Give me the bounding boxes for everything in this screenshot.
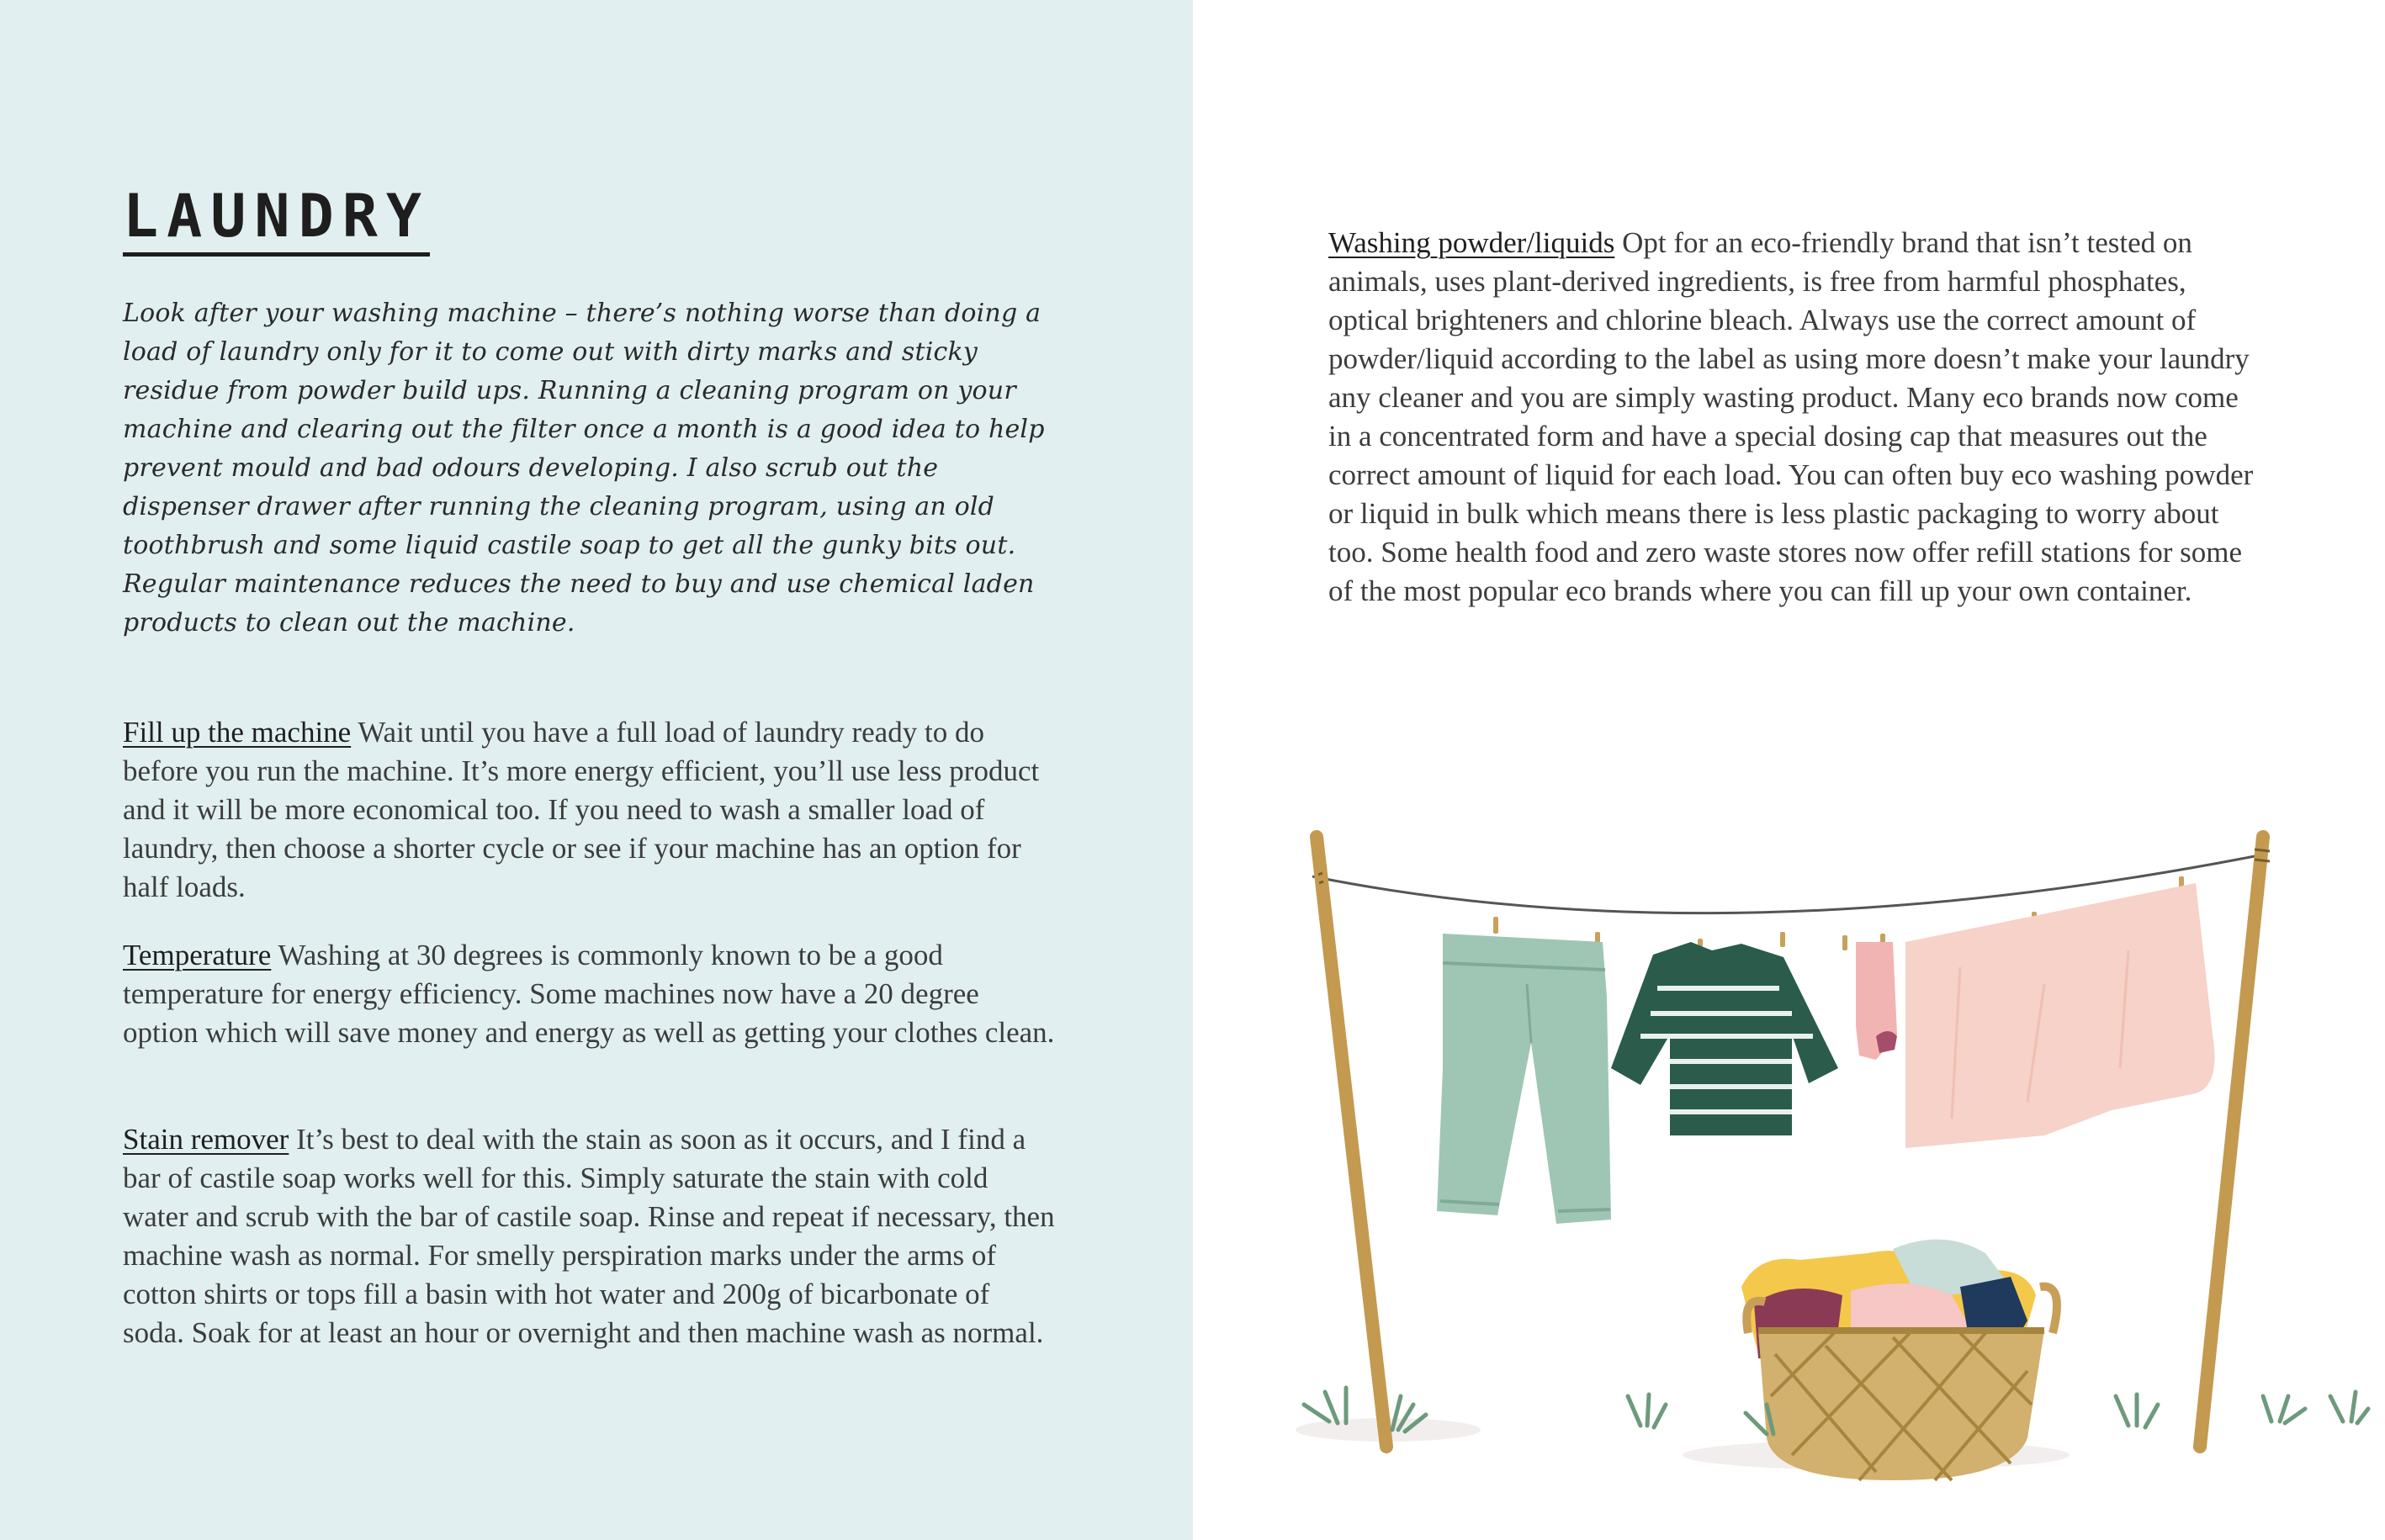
section-stain-remover	[123, 1120, 1057, 1352]
page-title: LAUNDRY	[123, 187, 430, 257]
intro-paragraph: Look after your washing machine – there’s nothing worse than doing a load of laundry only for it to come out with dirty marks and sticky residue from powder build ups. Running a cleaning program on your machine and clearing out the filter once a month is a good idea to help prevent mould and bad odours developing. I also scrub out the dispenser drawer after running the cleaning program, using an old toothbrush and some liquid castile soap to get all the gunky bits out. Regular maintenance reduces the need to buy and use chemical laden products to clean out the machine.	[123, 299, 1045, 638]
section-text: Wait until you have a full load of laundry ready to do before you run the machine. It’s more energy efficient, you’ll use less product and it will be more economical too. If you need to wash a smaller load of laundry, then choose a shorter cycle or see if your machine has an option for half loads.	[123, 716, 1040, 903]
laundry-basket	[1741, 1240, 2057, 1480]
section-temperature	[123, 936, 1057, 1052]
section-washing-powder	[1328, 224, 2262, 611]
section-fill-up-machine	[123, 713, 1057, 907]
section-title: Stain remover	[123, 1123, 289, 1156]
sock	[1856, 942, 1897, 1060]
right-pole	[2200, 837, 2270, 1447]
trousers	[1437, 934, 1611, 1224]
section-text: It’s best to deal with the stain as soon as it occurs, and I find a bar of castile soap works well for this. Simply saturate the stain with cold water and scrub with the bar of castile soap. Rinse and repeat if necessary, then machine wash as normal. For smelly perspiration marks under the arms of cotton shirts or tops fill a basin with hot water and 200g of bicarbonate of soda. Soak for at least an hour or overnight and then machine wash as normal.	[123, 1123, 1055, 1349]
section-title: Fill up the machine	[123, 716, 352, 749]
left-pole	[1317, 837, 1386, 1447]
sweater	[1611, 942, 1838, 1135]
section-text: Washing at 30 degrees is commonly known to be a good temperature for energy efficiency. Some machines now have a 20 degree option which will save money and energy as well as getting your clothes clean.	[123, 939, 1055, 1049]
section-title: Temperature	[123, 939, 272, 971]
clothesline-illustration	[1287, 816, 2372, 1489]
towel	[1905, 883, 2215, 1148]
section-title: Washing powder/liquids	[1328, 226, 1615, 259]
section-text: Opt for an eco-friendly brand that isn’t tested on animals, uses plant-derived ingredients, is free from harmful phosphates, optical brighteners and chlorine bleach. Always use the correct amount of powder/liquid according to the label as using more doesn’t make your laundry any cleaner and you are simply wasting product. Many eco brands now come in a concentrated form and have a special dosing cap that measures out the correct amount of liquid for each load. You can often buy eco washing powder or liquid in bulk which means there is less plastic packaging to worry about too. Some health food and zero waste stores now offer refill stations for some of the most popular eco brands where you can fill up your own container.	[1328, 226, 2254, 607]
